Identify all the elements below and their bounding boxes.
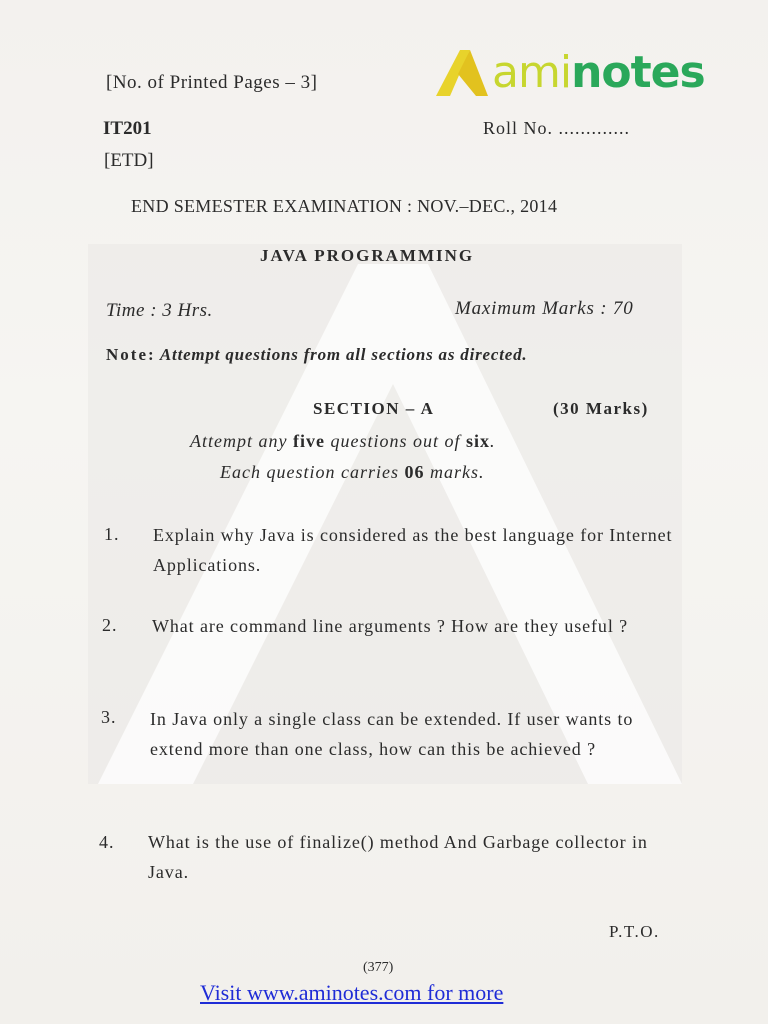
question-number: 2. [102,615,118,635]
watermark-logo [88,244,682,784]
note-label: Note: [106,345,156,364]
printed-pages: [No. of Printed Pages – 3] [106,72,318,93]
subject-title: JAVA PROGRAMMING [260,246,475,265]
question-text: Explain why Java is considered as the best language for Internet Applications. [153,525,673,575]
course-code: IT201 [103,118,152,139]
roll-number: Roll No. ............. [483,118,631,138]
note-text: Attempt questions from all sections as directed. [159,345,528,364]
question-number: 3. [101,707,117,727]
section-title: SECTION – A [313,399,435,418]
logo-text-notes: notes [571,47,705,98]
branch-code: [ETD] [104,150,154,171]
section-instruction-2: Each question carries 06 marks. [220,462,485,482]
question-text: What are command line arguments ? How are they useful ? [152,616,629,636]
logo-text-ami: ami [492,47,572,98]
logo-mark-icon [436,50,490,96]
exam-time: Time : 3 Hrs. [106,300,213,321]
maximum-marks: Maximum Marks : 70 [455,298,634,319]
exam-title: END SEMESTER EXAMINATION : NOV.–DEC., 2014 [131,196,558,216]
question-number: 1. [104,524,120,544]
section-instruction-1: Attempt any five questions out of six. [190,431,496,451]
note [106,345,527,365]
page-number: (377) [363,960,394,975]
visit-website-link[interactable]: Visit www.aminotes.com for more [200,980,504,1005]
aminotes-logo [436,47,705,98]
question-number: 4. [99,832,115,852]
question-text: What is the use of finalize() method And Garbage collector in Java. [148,832,648,882]
question-text: In Java only a single class can be extended. If user wants to extend more than one class, how can this be achieved ? [150,709,634,759]
please-turn-over: P.T.O. [609,922,660,941]
section-marks: (30 Marks) [553,399,649,418]
